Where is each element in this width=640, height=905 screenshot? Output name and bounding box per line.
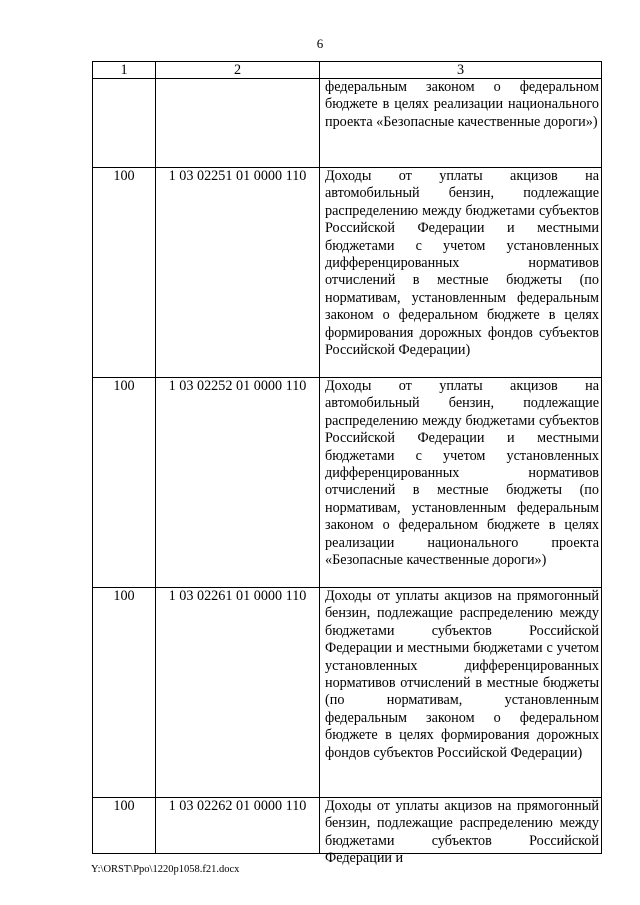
budget-code-cell: 1 03 02252 01 0000 110 — [156, 378, 320, 588]
table-row — [93, 588, 602, 798]
description-cell: Доходы от уплаты акцизов на автомобильный бензин, подлежащие распределению между бюджетами субъектов Российской Федерации и местными бюджетами с учетом установленных дифференцированных нормативов отчислений в местные бюджеты (по нормативам, установленным федеральным законом о федеральном бюджете в целях реализации национального проекта «Безопасные качественные дороги») — [320, 378, 602, 588]
admin-code-cell: 100 — [93, 168, 156, 378]
empty-admin-cell — [93, 79, 156, 168]
footer-file-path: Y:\ORST\Ppo\1220p1058.f21.docx — [91, 864, 240, 875]
budget-code-cell: 1 03 02261 01 0000 110 — [156, 588, 320, 798]
description-cell: Доходы от уплаты акцизов на прямогонный бензин, подлежащие распределению между бюджетами субъектов Российской Федерации и местными бюджетами с учетом установленных дифференцированных нормативов отчислений в местные бюджеты (по нормативам, установленным федеральным законом о федеральном бюджете в целях формирования дорожных фондов субъектов Российской Федерации) — [320, 588, 602, 798]
table-row-continuation — [93, 79, 602, 168]
column-header-3: 3 — [320, 62, 602, 79]
table-row — [93, 798, 602, 854]
budget-code-cell: 1 03 02262 01 0000 110 — [156, 798, 320, 854]
column-header-2: 2 — [156, 62, 320, 79]
table-row — [93, 168, 602, 378]
table-header-row — [93, 62, 602, 79]
column-header-1: 1 — [93, 62, 156, 79]
page-number: 6 — [316, 36, 324, 51]
admin-code-cell: 100 — [93, 378, 156, 588]
budget-code-cell: 1 03 02251 01 0000 110 — [156, 168, 320, 378]
admin-code-cell: 100 — [93, 798, 156, 854]
description-cell — [320, 798, 602, 867]
description-cell: Доходы от уплаты акцизов на автомобильный бензин, подлежащие распределению между бюджетами субъектов Российской Федерации и местными бюджетами с учетом установленных дифференцированных нормативов отчислений в местные бюджеты (по нормативам, установленным федеральным законом о федеральном бюджете в целях формирования дорожных фондов субъектов Российской Федерации) — [320, 168, 602, 378]
revenue-codes-table — [92, 61, 602, 867]
description-text: Доходы от уплаты акцизов на прямогонный бензин, подлежащие распределению между бюджетами субъектов Российской Федерации и — [325, 798, 599, 867]
continuation-text-cell: федеральным законом о федеральном бюджете в целях реализации национального проекта «Безопасные качественные дороги») — [320, 79, 602, 168]
empty-code-cell — [156, 79, 320, 168]
table-row — [93, 378, 602, 588]
admin-code-cell: 100 — [93, 588, 156, 798]
